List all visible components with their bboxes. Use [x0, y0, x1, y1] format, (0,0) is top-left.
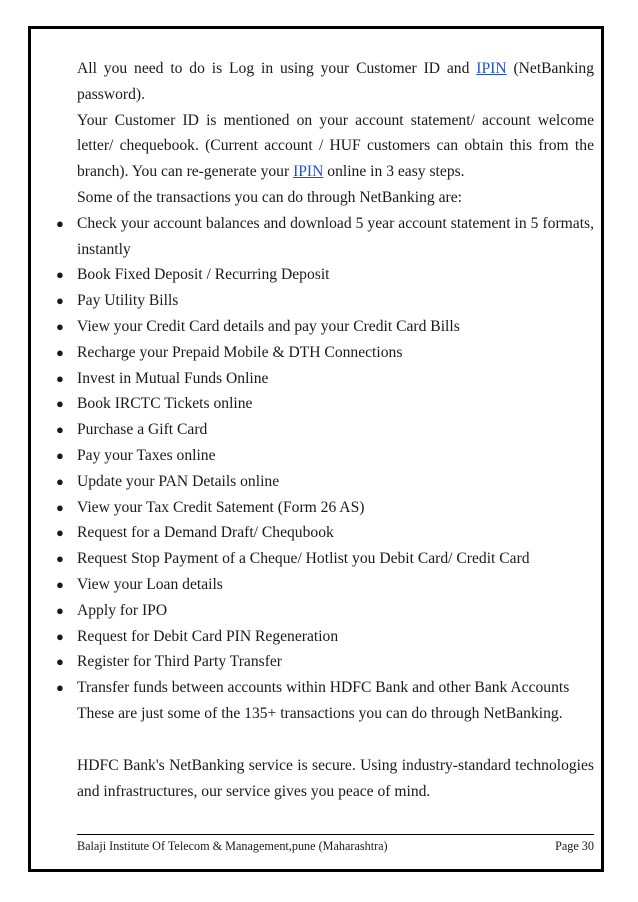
ipin-link[interactable]: IPIN	[476, 60, 507, 77]
transaction-list-item	[56, 340, 594, 366]
bullet-icon: ●	[56, 628, 64, 644]
document-body	[56, 56, 595, 804]
login-paragraph	[77, 56, 594, 108]
transaction-text: Pay Utility Bills	[77, 292, 179, 310]
bullet-icon: ●	[56, 293, 64, 309]
transaction-list-item	[56, 443, 594, 469]
transaction-text: View your Loan details	[77, 575, 223, 593]
transaction-text: View your Tax Credit Satement (Form 26 AS)	[77, 498, 365, 516]
login-text: All you need to do is Log in using your Customer ID and	[77, 60, 477, 77]
footer-divider	[77, 834, 594, 835]
bullet-icon: ●	[56, 654, 64, 670]
bullet-icon: ●	[56, 473, 64, 489]
footer-page-number: Page 30	[555, 839, 594, 853]
login-text-end: (NetBanking password).	[77, 60, 595, 103]
transaction-text: Transfer funds between accounts within HDFC Bank and other Bank Accounts	[77, 679, 570, 697]
transaction-text: Apply for IPO	[77, 601, 168, 619]
transaction-list-item	[56, 262, 594, 288]
transaction-list-item	[56, 649, 594, 675]
transaction-list-item	[56, 598, 594, 624]
transaction-list-item	[56, 469, 594, 495]
transaction-list-item	[56, 495, 594, 521]
bullet-icon: ●	[56, 215, 64, 231]
bullet-icon: ●	[56, 370, 64, 386]
bullet-icon: ●	[56, 447, 64, 463]
transaction-text: Purchase a Gift Card	[77, 421, 208, 439]
transaction-text: Request for Debit Card PIN Regeneration	[77, 627, 339, 645]
transaction-list-item	[56, 314, 594, 340]
bullet-icon: ●	[56, 344, 64, 360]
transaction-text: Book IRCTC Tickets online	[77, 395, 253, 413]
transaction-list-item	[56, 520, 594, 546]
transaction-text: Check your account balances and download 5 year account statement in 5 formats, instantly	[77, 214, 594, 258]
transaction-text: Request for a Demand Draft/ Chequbook	[77, 524, 334, 542]
transaction-text: Invest in Mutual Funds Online	[77, 369, 269, 387]
bullet-icon: ●	[56, 318, 64, 334]
bullet-icon: ●	[56, 680, 64, 696]
customer-id-text-end: online in 3 easy steps.	[323, 163, 465, 181]
transaction-list-item	[56, 391, 594, 417]
bullet-icon: ●	[56, 525, 64, 541]
transaction-list-item	[56, 675, 594, 701]
transaction-list-item	[56, 211, 594, 263]
transactions-list	[56, 211, 594, 701]
bullet-icon: ●	[56, 602, 64, 618]
customer-id-text: Your Customer ID is mentioned on your account statement/ account welcome letter/ chequebook. (Current account / HUF customers can obtain this from the branch). You can re-generate your	[77, 111, 594, 181]
bullet-icon: ●	[56, 422, 64, 438]
bullet-icon: ●	[56, 551, 64, 567]
transaction-list-item	[56, 366, 594, 392]
paragraph-gap	[77, 727, 594, 753]
transaction-list-item	[56, 624, 594, 650]
transactions-summary: These are just some of the 135+ transactions you can do through NetBanking.	[77, 704, 563, 722]
bullet-icon: ●	[56, 576, 64, 592]
page-footer	[77, 838, 594, 854]
transaction-list-item	[56, 572, 594, 598]
transaction-text: Register for Third Party Transfer	[77, 653, 283, 671]
transaction-list-item	[56, 546, 594, 572]
transaction-list-item	[56, 417, 594, 443]
transaction-text: Pay your Taxes online	[77, 446, 216, 464]
bullet-icon: ●	[56, 396, 64, 412]
bullet-icon: ●	[56, 267, 64, 283]
transaction-text: Recharge your Prepaid Mobile & DTH Connections	[77, 343, 403, 361]
security-paragraph: HDFC Bank's NetBanking service is secure. Using industry-standard technologies and infrastructures, our service gives you peace of mind.	[77, 756, 594, 800]
transaction-text: View your Credit Card details and pay your Credit Card Bills	[77, 317, 460, 335]
transaction-text: Book Fixed Deposit / Recurring Deposit	[77, 266, 330, 284]
bullet-icon: ●	[56, 499, 64, 515]
customer-id-paragraph	[77, 108, 594, 185]
ipin-regenerate-link[interactable]: IPIN	[293, 163, 324, 181]
transactions-intro: Some of the transactions you can do through NetBanking are:	[77, 188, 462, 206]
footer-institute: Balaji Institute Of Telecom & Management,pune (Maharashtra)	[77, 839, 388, 853]
transaction-list-item	[56, 288, 594, 314]
transaction-text: Request Stop Payment of a Cheque/ Hotlist you Debit Card/ Credit Card	[77, 550, 530, 568]
transaction-text: Update your PAN Details online	[77, 472, 280, 490]
